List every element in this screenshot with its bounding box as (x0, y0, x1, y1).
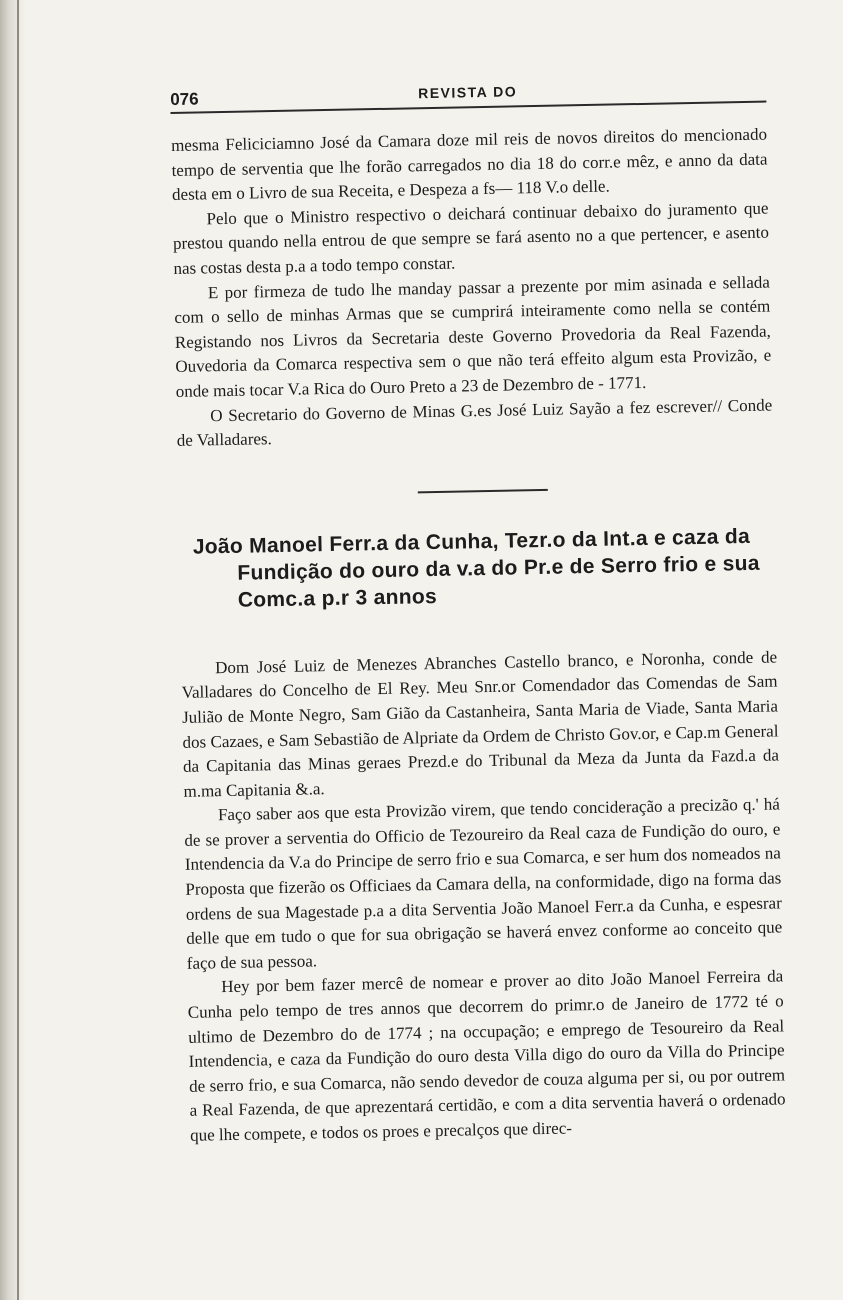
paragraph-6: Faço saber aos que esta Provizão virem, que tendo concideração a precizão q.' há de se prover a serventia do Officio de Tezoureiro da Real caza de Fundição do ouro, e Intendencia da V.a do Principe de serro frio e sua Comarca, e ser hum dos nomeados na Proposta que fizerão os Officiaes da Camara della, na conformidade, digo na forma das ordens de sua Magestade p.a a dita Serventia João Manoel Ferr.a da Cunha, e espesrar delle que em tudo o que for sua obrigação se haverá envez conforme ao conceito que faço de sua pessoa. (184, 794, 783, 973)
binding-edge-line (17, 0, 19, 1300)
paragraph-2: Pelo que o Ministro respectivo o deichará continuar debaixo do juramento que prestou quando nella entrou de que sempre se fará asento no a que pertencer, e asento nas costas desta p.a a todo tempo constar. (172, 198, 770, 278)
paragraph-3: E por firmeza de tudo lhe manday passar a prezente por mim asinada e sellada com o sello de minhas Armas que se cumprirá inteiramente como nella se contém Registando nos Livros da Secretaria deste Governo Provedoria da Real Fazenda, Ouvedoria da Comarca respectiva sem o que não terá effeito algum esta Provizão, e onde mais tocar V.a Rica do Ouro Preto a 23 de Dezembro de - 1771. (174, 272, 772, 401)
paragraph-1: mesma Feliciciamno José da Camara doze mil reis de novos direitos do mencionado tempo de serventia que lhe forão carregados no dia 18 do corr.e mêz, e anno da data desta em o Livro de sua Receita, e Despeza a fs— 118 V.o delle. (170, 124, 768, 205)
book-binding-shadow (0, 0, 26, 1300)
section-divider (418, 489, 548, 493)
document-title: João Manoel Ferr.a da Cunha, Tezr.o da Int.a e caza da Fundição do ouro da v.a do Pr.e de Serro frio e sua Comc.a p.r 3 annos (192, 524, 760, 612)
paragraph-5: Dom José Luiz de Menezes Abranches Castello branco, e Noronha, conde de Valladares do Concelho de El Rey. Meu Snr.or Comendador das Comendas de Sam Julião de Monte Negro, Sam Gião da Castanheira, Santa Maria de Viade, Santa Maria dos Cazaes, e Sam Sebastião de Alpriate da Ordem de Christo Gov.or, e Cap.m General da Capitania das Minas geraes Prezd.e do Tribunal da Meza da Junta da Fazd.a da m.ma Capitania &.a. (181, 647, 780, 801)
page-number: 076 (170, 89, 199, 109)
book-page (170, 77, 786, 1149)
paragraph-7: Hey por bem fazer mercê de nomear e prover ao dito João Manoel Ferreira da Cunha pelo tempo de tres annos que decorrem do primr.o de Janeiro de 1772 té o ultimo de Dezembro do de 1774 ; na occupação; e emprego de Tesoureiro da Real Intendencia, e caza da Fundição do ouro desta Villa digo do ouro da Villa do Principe de serro frio, e sua Comarca, não sendo devedor de couza alguma per si, ou por outrem a Real Fazenda, de que aprezentará certidão, e com a dita serventia haverá o ordenado que lhe compete, e todos os proes e precalços que direc- (187, 966, 786, 1145)
paragraph-4: O Secretario do Governo de Minas G.es José Luiz Sayão a fez escrever// Conde de Valladares. (176, 395, 773, 451)
running-head (170, 77, 766, 114)
journal-title: REVISTA DO (417, 83, 518, 102)
